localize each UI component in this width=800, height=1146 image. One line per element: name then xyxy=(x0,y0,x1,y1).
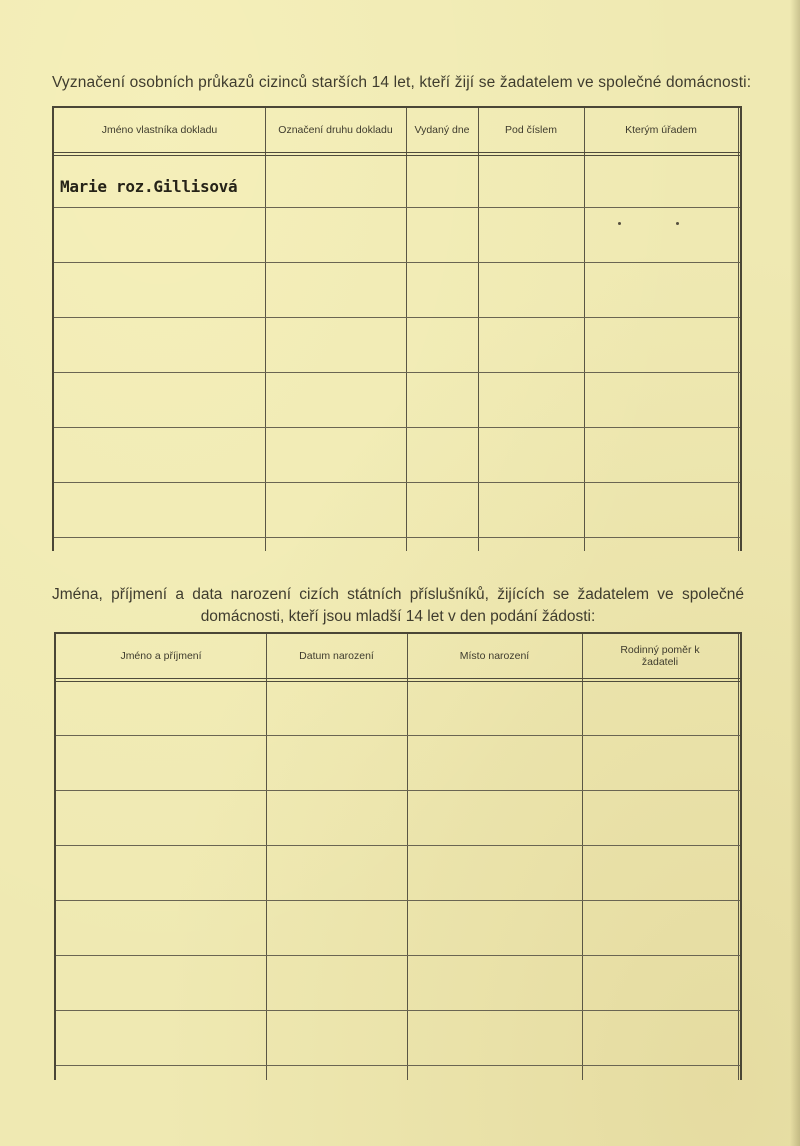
column-divider xyxy=(407,634,408,1080)
ink-speck xyxy=(618,222,621,225)
column-divider xyxy=(738,634,739,1080)
column-divider xyxy=(266,634,267,1080)
section1-heading: Vyznačení osobních průkazů cizinců starších 14 let, kteří žijí se žadatelem ve společné domácnosti: xyxy=(52,74,752,91)
row-divider xyxy=(54,427,740,428)
row-divider xyxy=(56,1065,740,1066)
id-documents-table xyxy=(52,106,742,551)
owner-name-entry: Marie roz.Gillisová xyxy=(60,177,238,196)
column-divider xyxy=(265,108,266,551)
row-divider xyxy=(54,537,740,538)
row-divider xyxy=(56,900,740,901)
ink-speck xyxy=(676,222,679,225)
section2-heading: Jména, příjmení a data narození cizích státních příslušníků, žijících se žadatelem ve společné domácnosti, kteří jsou mladší 14 let v den podání žádosti: xyxy=(52,586,744,625)
row-divider xyxy=(54,317,740,318)
column-divider xyxy=(406,108,407,551)
column-header-document-type: Označení druhu dokladu xyxy=(278,124,393,136)
header-separator xyxy=(54,152,740,156)
column-divider xyxy=(584,108,585,551)
column-header-birth-date: Datum narození xyxy=(299,650,374,662)
column-divider xyxy=(582,634,583,1080)
column-divider xyxy=(738,108,739,551)
row-divider xyxy=(56,955,740,956)
column-header-full-name: Jméno a příjmení xyxy=(120,650,202,662)
row-divider xyxy=(54,372,740,373)
header-separator xyxy=(56,678,740,682)
row-divider xyxy=(56,1010,740,1011)
column-header-family-relation: Rodinný poměr k žadateli xyxy=(620,644,700,668)
row-divider xyxy=(56,845,740,846)
column-header-document-number: Pod číslem xyxy=(505,124,557,136)
column-header-issuing-office: Kterým úřadem xyxy=(625,124,697,136)
row-divider xyxy=(56,735,740,736)
column-divider xyxy=(478,108,479,551)
paper-edge-shadow xyxy=(790,0,800,1146)
column-header-issued-date: Vydaný dne xyxy=(414,124,470,136)
row-divider xyxy=(54,262,740,263)
minors-table xyxy=(54,632,742,1080)
column-header-birth-place: Místo narození xyxy=(459,650,530,662)
row-divider xyxy=(56,790,740,791)
row-divider xyxy=(54,207,740,208)
row-divider xyxy=(54,482,740,483)
column-header-owner-name: Jméno vlastníka dokladu xyxy=(101,124,218,136)
